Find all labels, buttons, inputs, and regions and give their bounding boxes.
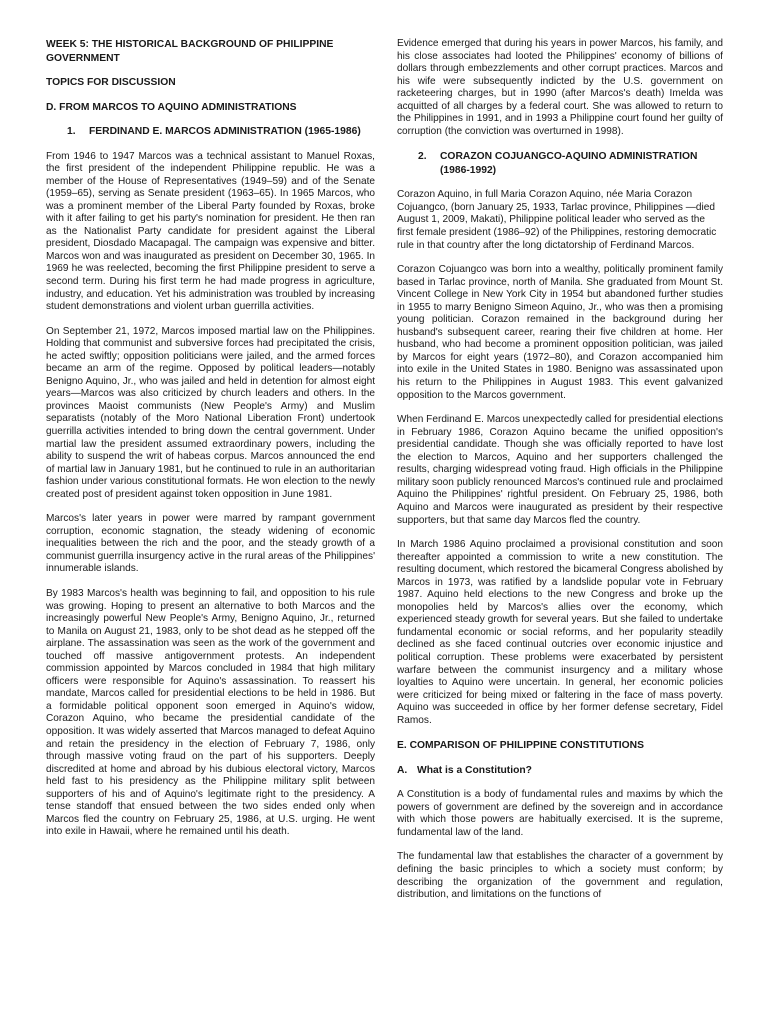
paragraph: On September 21, 1972, Marcos imposed martial law on the Philippines. Holding that communist and subversive forces had precipitated the crisis, he acted swiftly; opposition politicians were jailed, and the armed forces became an arm of the regime. Opposed by political leaders—notably Benigno Aquino, Jr., who was jailed and held in detention for almost eight years—Marcos was also criticized by church leaders and others. In the provinces Maoist communists (New People's Army) and Muslim separatists (notably of the Moro National Liberation Front) undertook guerrilla activities intended to bring down the central government. Under martial law the president assumed extraordinary powers, including the ability to suspend the writ of habeas corpus. Marcos announced the end of martial law in January 1981, but he continued to rule in an authoritarian fashion under various constitutional formats. He won election to the newly created post of president against token opposition in June 1981. xyxy=(46,325,375,500)
left-column xyxy=(46,38,375,839)
section-e-heading: E. COMPARISON OF PHILIPPINE CONSTITUTIONS xyxy=(397,740,644,752)
heading-number: A. xyxy=(397,764,408,776)
marcos-administration-heading xyxy=(46,125,375,139)
paragraph: Evidence emerged that during his years in power Marcos, his family, and his close associates had looted the Philippines' economy of billions of dollars through embezzlements and other corrupt practices. Marcos and his wife were subsequently indicted by the U.S. government on racketeering charges, but in 1990 (after Marcos's death) Imelda was acquitted of all charges by a federal court. She was allowed to return to the Philippines in 1991, and in 1993 a Philippine court found her guilty of corruption (the conviction was overturned in 1998). xyxy=(397,38,723,137)
right-column xyxy=(397,38,723,902)
heading-number: 2. xyxy=(418,151,427,163)
paragraph: Marcos's later years in power were marred by rampant government corruption, economic stagnation, the steady widening of economic inequalities between the rich and the poor, and the steady growth of a communist guerrilla insurgency active in the rural areas of the Philippines' innumerable islands. xyxy=(46,513,375,575)
what-is-constitution-heading xyxy=(397,764,723,778)
heading-text: FERDINAND E. MARCOS ADMINISTRATION (1965-1986) xyxy=(89,126,361,137)
document-title: WEEK 5: THE HISTORICAL BACKGROUND OF PHILIPPINE GOVERNMENT xyxy=(46,39,334,64)
topics-heading: TOPICS FOR DISCUSSION xyxy=(46,77,176,88)
paragraph: Corazon Cojuangco was born into a wealthy, politically prominent family based in Tarlac province, north of Manila. She graduated from Mount St. Vincent College in New York City in 1954 but abandoned further studies in 1955 to marry Benigno Simeon Aquino, Jr., who was then a promising young politician. Corazon remained in the background during her husband's subsequent career, rearing their five children at home. Her husband, who had become a prominent opposition politician, was jailed by Marcos for eight years (1972–80), and Corazon accompanied him into exile in the United States in 1980. Benigno was assassinated upon his return to the Philippines in August 1983. This event galvanized opposition to the Marcos government. xyxy=(397,264,723,401)
aquino-administration-heading xyxy=(397,150,723,177)
paragraph: A Constitution is a body of fundamental rules and maxims by which the powers of government are defined by the sovereign and in accordance with which those powers are habitually exercised. It is the supreme, fundamental law of the land. xyxy=(397,789,723,838)
heading-number: 1. xyxy=(67,126,76,137)
section-d-heading: D. FROM MARCOS TO AQUINO ADMINISTRATIONS xyxy=(46,101,297,113)
paragraph: In March 1986 Aquino proclaimed a provisional constitution and soon thereafter appointed a commission to write a new constitution. The resulting document, which restored the bicameral Congress abolished by Marcos in 1973, was ratified by a landslide popular vote in February 1987. Aquino held elections to the new Congress and broke up the monopolies held by Marcos's allies over the economy, which experienced steady growth for several years. But she failed to undertake fundamental economic or social reforms, and her popularity steadily declined as she faced continual outcries over economic injustice and political corruption. These problems were exacerbated by persistent warfare between the communist insurgency and a military whose loyalties to Aquino were uncertain. In general, her economic policies were criticized for being mixed or faltering in the face of mass poverty. Aquino was succeeded in office by her former defense secretary, Fidel Ramos. xyxy=(397,539,723,726)
heading-text: What is a Constitution? xyxy=(417,764,532,776)
paragraph: The fundamental law that establishes the character of a government by defining the basic principles to which a society must conform; by describing the organization of the government and regulation, distribution, and limitations on the functions of xyxy=(397,851,723,901)
heading-text: CORAZON COJUANGCO-AQUINO ADMINISTRATION (1986-1992) xyxy=(440,151,698,176)
paragraph: By 1983 Marcos's health was beginning to fail, and opposition to his rule was growing. Hoping to present an alternative to both Marcos and the increasingly powerful New People's Army, Benigno Aquino, Jr., returned to Manila on August 21, 1983, only to be shot dead as he stepped off the airplane. The assassination was seen as the work of the government and touched off massive antigovernment protests. An independent commission appointed by Marcos concluded in 1984 that high military officers were responsible for Aquino's assassination. To reassert his mandate, Marcos called for presidential elections to be held in 1986. But a formidable political opponent soon emerged in Aquino's widow, Corazon Aquino, who became the presidential candidate of the opposition. It was widely asserted that Marcos managed to defeat Aquino and retain the presidency in the election of February 7, 1986, only through massive voting fraud on the part of his supporters. Deeply discredited at home and abroad by his dubious electoral victory, Marcos held fast to his presidency as the Philippine military split between supporters of his and of Aquino's legitimate right to the presidency. A tense standoff that ensued between the two sides ended only when Marcos fled the country on February 25, 1986, at U.S. urging. He went into exile in Hawaii, where he remained until his death. xyxy=(46,588,375,838)
paragraph: When Ferdinand E. Marcos unexpectedly called for presidential elections in February 1986, Corazon Aquino became the unified opposition's presidential candidate. Though she was officially reported to have lost the election to Marcos, Aquino and her supporters challenged the results, charging widespread voting fraud. High officials in the Philippine military soon publicly renounced Marcos's continued rule and proclaimed Aquino the Philippines' rightful president. On February 25, 1986, both Aquino and Marcos were inaugurated as president by their respective supporters, but that same day Marcos fled the country. xyxy=(397,414,723,526)
paragraph: From 1946 to 1947 Marcos was a technical assistant to Manuel Roxas, the first president of the independent Philippine republic. He was a member of the House of Representatives (1949–59) and of the Senate (1959–65), serving as Senate president (1963–65). In 1965 Marcos, who was a prominent member of the Liberal Party founded by Roxas, broke with it after failing to get his party's nomination for president. He then ran as the Nationalist Party candidate for president against the Liberal president, Diosdado Macapagal. The campaign was expensive and bitter. Marcos won and was inaugurated as president on December 30, 1965. In 1969 he was reelected, becoming the first Philippine president to serve a second term. During his first term he had made progress in agriculture, industry, and education. Yet his administration was troubled by increasing student demonstrations and violent urban guerrilla activities. xyxy=(46,150,375,313)
paragraph: Corazon Aquino, in full Maria Corazon Aquino, née Maria Corazon Cojuangco, (born January 25, 1933, Tarlac province, Philippines —died August 1, 2009, Makati), Philippine political leader who served as the first female president (1986–92) of the Philippines, restoring democratic rule in that country after the long dictatorship of Ferdinand Marcos. xyxy=(397,189,717,251)
